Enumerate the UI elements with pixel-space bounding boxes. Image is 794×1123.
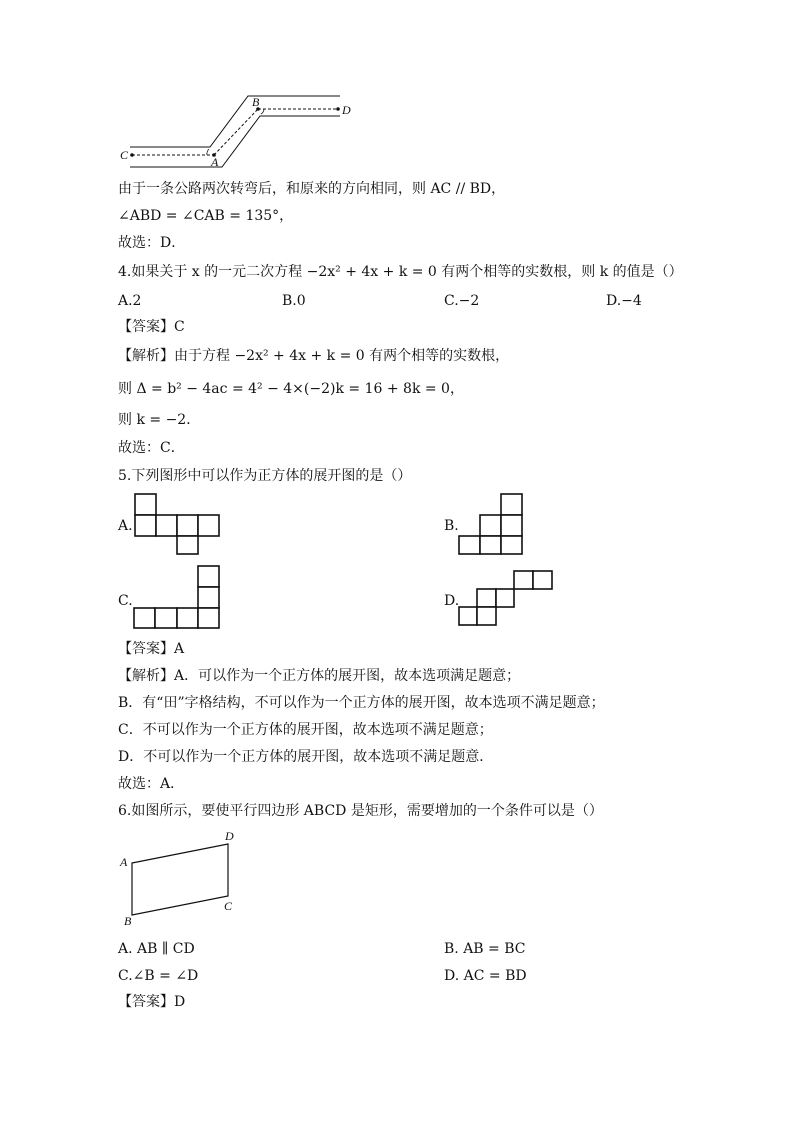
q6-option-c: C.∠B = ∠D [118, 968, 199, 984]
q4-option-d: D.−4 [606, 293, 642, 309]
point-d [336, 107, 340, 111]
road-edge-lower [130, 116, 340, 167]
q4-option-a: A.2 [118, 293, 142, 309]
q6-stem: 6.如图所示，要使平行四边形 ABCD 是矩形，需要增加的一个条件可以是（） [118, 803, 603, 819]
q5-option-d-label: D. [444, 593, 460, 609]
label-a: A [211, 155, 219, 169]
q5-analysis-3: C．不可以作为一个正方体的展开图，故本选项不满足题意； [118, 722, 493, 738]
q4-answer: 【答案】C [118, 319, 185, 335]
q5-analysis-1: 【解析】A．可以作为一个正方体的展开图，故本选项满足题意； [118, 668, 521, 684]
q4-stem: 4.如果关于 x 的一元二次方程 −2x² + 4x + k = 0 有两个相等的实数根，则 k 的值是（） [118, 264, 683, 280]
label-c: C [120, 148, 129, 162]
q6-option-a: A. AB ∥ CD [118, 941, 195, 957]
q6-parallelogram-figure [118, 826, 248, 930]
q5-answer: 【答案】A [118, 641, 185, 657]
q4-analysis-3: 则 k = −2． [118, 412, 201, 428]
prev-solution-line-3: 故选：D． [118, 235, 186, 251]
q6-option-d: D. AC = BD [444, 968, 527, 984]
q4-option-c: C.−2 [444, 293, 480, 309]
road-edge-upper [130, 96, 340, 147]
q5-option-b-label: B. [444, 518, 459, 534]
q5-analysis-2: B．有“田”字格结构，不可以作为一个正方体的展开图，故本选项不满足题意； [118, 695, 605, 711]
angle-arc-b [261, 109, 264, 114]
q4-analysis-2: 则 Δ = b² − 4ac = 4² − 4×(−2)k = 16 + 8k = 0， [118, 381, 464, 397]
prev-solution-line-1: 由于一条公路两次转弯后，和原来的方向相同，则 AC // BD， [118, 181, 506, 197]
q5-net-b [456, 491, 526, 557]
road-figure [118, 92, 358, 172]
prev-solution-line-2: ∠ABD = ∠CAB = 135°， [118, 208, 294, 224]
label-a: A [120, 855, 128, 869]
q6-option-b: B. AB = BC [444, 941, 526, 957]
q5-option-c-label: C. [118, 593, 133, 609]
q4-option-b: B.0 [282, 293, 306, 309]
label-b: B [252, 95, 260, 109]
q5-net-c [131, 563, 223, 631]
q6-answer: 【答案】D [118, 994, 186, 1010]
label-b: B [124, 914, 132, 928]
label-d: D [342, 103, 351, 117]
q5-analysis-4: D．不可以作为一个正方体的展开图，故本选项不满足题意． [118, 749, 494, 765]
q5-net-a [132, 491, 222, 557]
point-c [130, 153, 134, 157]
q5-option-a-label: A. [118, 518, 133, 534]
label-c: C [224, 899, 233, 913]
q5-stem: 5.下列图形中可以作为正方体的展开图的是（） [118, 468, 412, 484]
parallelogram-abcd [132, 844, 228, 915]
label-d: D [225, 829, 234, 843]
q5-net-d [456, 568, 556, 628]
angle-arc-a [207, 149, 209, 155]
q4-conclusion: 故选：C． [118, 440, 185, 456]
q4-analysis-1: 【解析】由于方程 −2x² + 4x + k = 0 有两个相等的实数根， [118, 348, 510, 364]
q5-conclusion: 故选：A． [118, 776, 185, 792]
